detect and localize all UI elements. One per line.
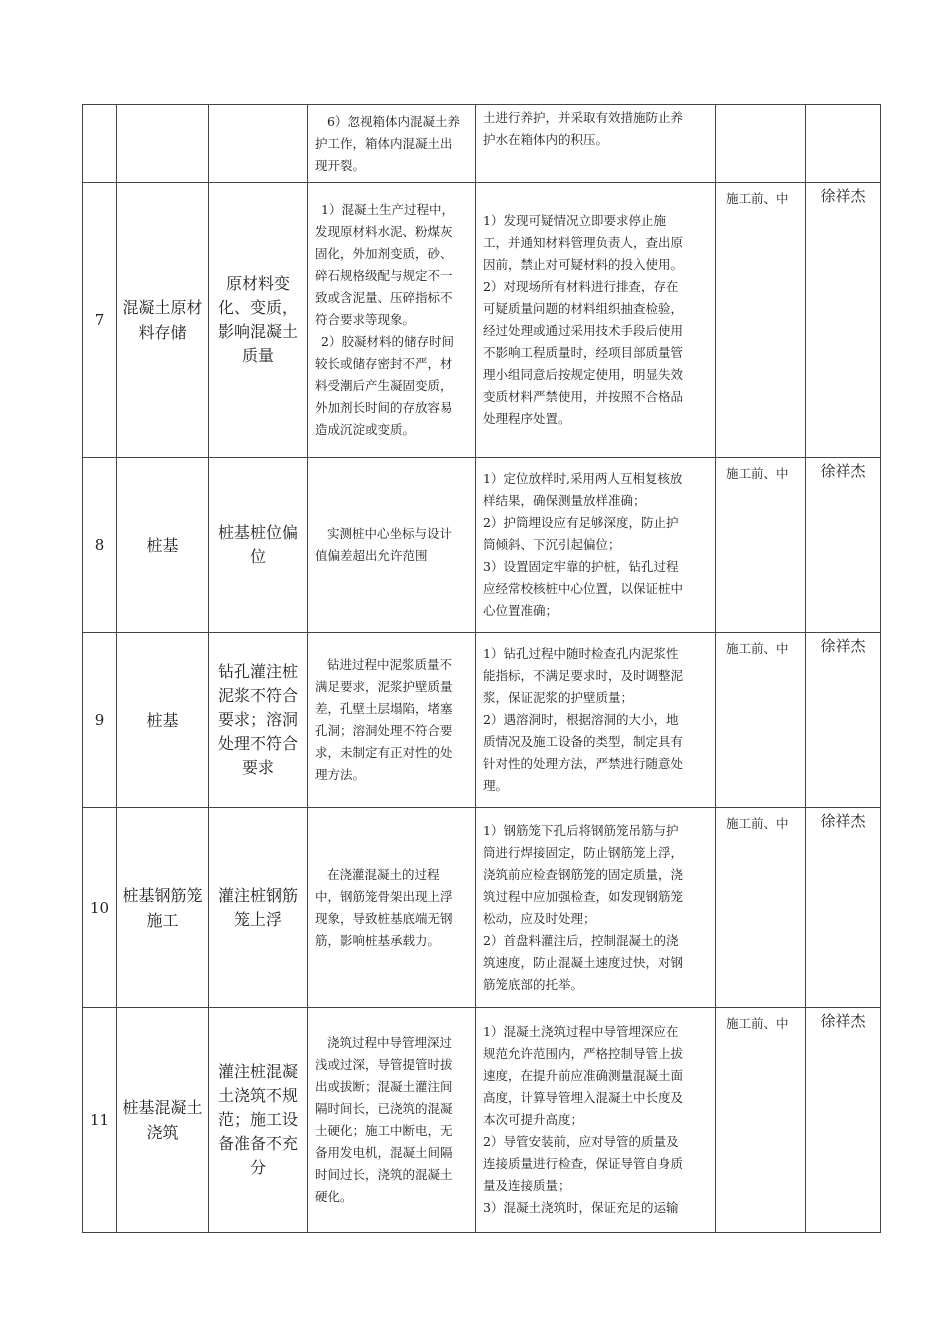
- row-number: [83, 105, 117, 183]
- text-line: 浆，保证泥浆的护壁质量；: [483, 690, 634, 705]
- table-row: [83, 808, 881, 1008]
- text-line: 理。: [483, 778, 509, 793]
- control-time: 施工前、中: [716, 458, 806, 633]
- risk-factor: 灌注桩钢筋笼上浮: [209, 808, 308, 1008]
- text-line: 3）混凝土浇筑时，保证充足的运输: [483, 1200, 679, 1215]
- text-line: 筑过程中应加强检查，如发现钢筋笼: [483, 888, 684, 904]
- text-line: 1）钢筋笼下孔后将钢筋笼吊筋与护: [483, 822, 679, 838]
- text-line: 心位置准确；: [483, 603, 559, 618]
- text-line: 处理程序处置。: [483, 411, 571, 426]
- text-line: 出或拔断；混凝土灌注间: [315, 1079, 453, 1094]
- row-number: 8: [83, 458, 117, 633]
- text-line: 满足要求，泥浆护壁质量: [315, 679, 453, 694]
- text-line: 固化，外加剂变质，砂、: [315, 246, 453, 261]
- text-line: 浇筑前应检查钢筋笼的固定质量，浇: [483, 866, 684, 882]
- text-line: 连接质量进行检查，保证导管自身质: [483, 1156, 684, 1171]
- work-item: 桩基: [117, 633, 209, 808]
- row-number: 7: [83, 183, 117, 458]
- text-line: 钻进过程中泥浆质量不: [327, 657, 453, 672]
- text-line: 1）混凝土浇筑过程中导管埋深应在: [483, 1024, 679, 1039]
- text-line: 浅或过深，导管提管时拔: [315, 1057, 453, 1072]
- text-line: 求，未制定有正对性的处: [315, 745, 453, 760]
- risk-description: [308, 183, 476, 458]
- text-line: 造成沉淀或变质。: [315, 422, 416, 437]
- text-line: 土进行养护，并采取有效措施防止养: [483, 110, 684, 125]
- text-line: 隔时间长，已浇筑的混凝: [315, 1101, 453, 1116]
- text-line: 筒进行焊接固定，防止钢筋笼上浮，: [483, 844, 684, 860]
- control-measures: [476, 1008, 716, 1233]
- control-time: 施工前、中: [716, 1008, 806, 1233]
- row-number: 10: [83, 808, 117, 1008]
- responsible-person: 徐祥杰: [806, 808, 881, 1008]
- text-line: 土硬化；施工中断电，无: [315, 1123, 453, 1138]
- control-time: 施工前、中: [716, 808, 806, 1008]
- responsible-person: 徐祥杰: [806, 183, 881, 458]
- text-line: 松动，应及时处理；: [483, 910, 596, 926]
- control-time: 施工前、中: [716, 183, 806, 458]
- control-measures: [476, 633, 716, 808]
- control-time: 施工前、中: [716, 633, 806, 808]
- risk-description: [308, 1008, 476, 1233]
- text-line: 本次可提升高度；: [483, 1112, 584, 1127]
- text-line: 料受潮后产生凝固变质，: [315, 378, 453, 393]
- text-line: 现象，导致桩基底端无钢: [315, 910, 453, 926]
- work-item: 桩基: [117, 458, 209, 633]
- text-line: 值偏差超出允许范围: [315, 548, 428, 563]
- risk-description: [308, 633, 476, 808]
- text-line: 筋笼底部的托举。: [483, 976, 584, 992]
- text-line: 差，孔壁土层塌陷，堵塞: [315, 701, 453, 716]
- table-row: [83, 183, 881, 458]
- control-measures: [476, 458, 716, 633]
- row-number: 11: [83, 1008, 117, 1233]
- text-line: 1）发现可疑情况立即要求停止施: [483, 213, 666, 228]
- risk-description: [308, 458, 476, 633]
- risk-factor: [209, 105, 308, 183]
- risk-factor: 钻孔灌注桩泥浆不符合要求；溶洞处理不符合要求: [209, 633, 308, 808]
- text-line: 变质材料严禁使用，并按照不合格品: [483, 389, 684, 404]
- text-line: 6）忽视箱体内混凝土养: [327, 113, 460, 129]
- work-item: [117, 105, 209, 183]
- text-line: 碎石规格级配与规定不一: [315, 268, 453, 283]
- text-line: 经过处理或通过采用技术手段后使用: [483, 323, 684, 338]
- text-line: 规范允许范围内，严格控制导管上拔: [483, 1046, 684, 1061]
- text-line: 针对性的处理方法，严禁进行随意处: [483, 756, 684, 771]
- responsible-person: 徐祥杰: [806, 458, 881, 633]
- text-line: 在浇灌混凝土的过程: [327, 866, 440, 882]
- risk-factor: 灌注桩混凝土浇筑不规范；施工设备准备不充分: [209, 1008, 308, 1233]
- row-number: 9: [83, 633, 117, 808]
- text-line: 可疑质量问题的材料组织抽查检验，: [483, 301, 684, 316]
- text-line: 发现原材料水泥、粉煤灰: [315, 224, 453, 239]
- work-item: 桩基混凝土浇筑: [117, 1008, 209, 1233]
- responsible-person: [806, 105, 881, 183]
- text-line: 筒倾斜、下沉引起偏位；: [483, 537, 621, 552]
- text-line: 2）导管安装前，应对导管的质量及: [483, 1134, 679, 1149]
- text-line: 量及连接质量；: [483, 1178, 571, 1193]
- text-line: 样结果，确保测量放样准确；: [483, 493, 646, 508]
- text-line: 不影响工程质量时，经项目部质量管: [483, 345, 684, 360]
- text-line: 2）护筒埋设应有足够深度，防止护: [483, 515, 679, 530]
- text-line: 应经常校核桩中心位置，以保证桩中: [483, 581, 684, 596]
- text-line: 符合要求等现象。: [315, 312, 416, 327]
- text-line: 速度，在提升前应准确测量混凝土面: [483, 1068, 684, 1083]
- text-line: 现开裂。: [315, 157, 366, 173]
- risk-control-table: [82, 104, 881, 1233]
- risk-factor: 原材料变化、变质，影响混凝土质量: [209, 183, 308, 458]
- text-line: 质情况及施工设备的类型，制定具有: [483, 734, 684, 749]
- text-line: 时间过长，浇筑的混凝土: [315, 1167, 453, 1182]
- text-line: 2）首盘料灌注后，控制混凝土的浇: [483, 932, 679, 948]
- responsible-person: 徐祥杰: [806, 633, 881, 808]
- text-line: 筑速度，防止混凝土速度过快，对钢: [483, 954, 684, 970]
- text-line: 2）胶凝材料的储存时间: [321, 334, 454, 349]
- table-row: [83, 458, 881, 633]
- text-line: 护水在箱体内的积压。: [483, 132, 609, 147]
- text-line: 较长或储存密封不严，材: [315, 356, 453, 371]
- text-line: 2）遇溶洞时，根据溶洞的大小，地: [483, 712, 679, 727]
- work-item: 混凝土原材料存储: [117, 183, 209, 458]
- text-line: 筋，影响桩基承载力。: [315, 932, 441, 948]
- text-line: 致或含泥量、压碎指标不: [315, 290, 453, 305]
- text-line: 1）钻孔过程中随时检查孔内泥浆性: [483, 646, 679, 661]
- table-row: [83, 1008, 881, 1233]
- risk-factor: 桩基桩位偏位: [209, 458, 308, 633]
- control-measures: [476, 808, 716, 1008]
- text-line: 孔洞；溶洞处理不符合要: [315, 723, 453, 738]
- control-time: [716, 105, 806, 183]
- text-line: 能指标，不满足要求时，及时调整泥: [483, 668, 684, 683]
- text-line: 浇筑过程中导管埋深过: [327, 1035, 453, 1050]
- text-line: 1）混凝土生产过程中，: [321, 202, 454, 217]
- text-line: 3）设置固定牢靠的护桩，钻孔过程: [483, 559, 679, 574]
- work-item: 桩基钢筋笼施工: [117, 808, 209, 1008]
- text-line: 2）对现场所有材料进行排查，存在: [483, 279, 679, 294]
- text-line: 1）定位放样时,采用两人互相复核放: [483, 471, 683, 486]
- text-line: 中，钢筋笼骨架出现上浮: [315, 888, 453, 904]
- responsible-person: 徐祥杰: [806, 1008, 881, 1233]
- table-row: [83, 633, 881, 808]
- table-row: [83, 105, 881, 183]
- text-line: 高度，计算导管埋入混凝土中长度及: [483, 1090, 684, 1105]
- text-line: 硬化。: [315, 1189, 353, 1204]
- control-measures: [476, 105, 716, 183]
- text-line: 备用发电机，混凝土间隔: [315, 1145, 453, 1160]
- text-line: 因前，禁止对可疑材料的投入使用。: [483, 257, 684, 272]
- risk-description: [308, 808, 476, 1008]
- text-line: 外加剂长时间的存放容易: [315, 400, 453, 415]
- text-line: 工，并通知材料管理负责人，查出原: [483, 235, 684, 250]
- control-measures: [476, 183, 716, 458]
- text-line: 实测桩中心坐标与设计: [327, 526, 453, 541]
- risk-description: [308, 105, 476, 183]
- text-line: 理小组同意后按规定使用，明显失效: [483, 367, 684, 382]
- text-line: 护工作，箱体内混凝土出: [315, 135, 453, 151]
- text-line: 理方法。: [315, 767, 366, 782]
